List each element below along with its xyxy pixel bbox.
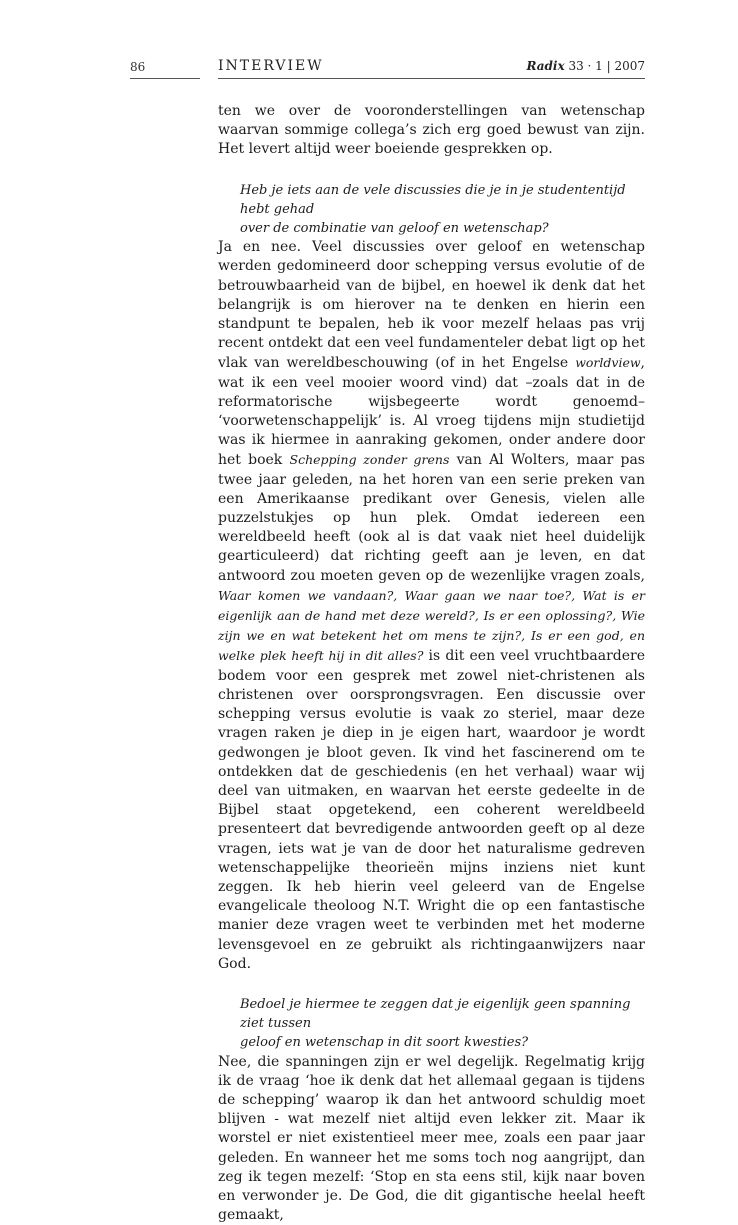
journal-issue: 33 · 1 | 2007 bbox=[568, 59, 645, 73]
question-2-line-1: Bedoel je hiermee te zeggen dat je eigenlijk geen spanning ziet tussen bbox=[240, 996, 631, 1032]
question-1-line-2: over de combinatie van geloof en wetenschap? bbox=[240, 221, 549, 237]
answer-2: Nee, die spanningen zijn er wel degelijk. Regelmatig krijg ik de vraag ‘hoe ik denk dat het allemaal gegaan is tijdens de schepping’ waarop ik dan het antwoord schuldig moet blijven - wat mezelf niet altijd even lekker zit. Maar ik worstel er niet existentieel meer mee, zoals een paar jaar geleden. En wanneer het me soms toch nog aangrijpt, dan zeg ik tegen mezelf: ‘Stop en sta eens stil, kijk naar boven en verwonder je. De God, die dit gigantische heelal heeft gemaakt, bbox=[218, 1053, 645, 1224]
header-rule bbox=[218, 78, 645, 79]
interview-question-2 bbox=[218, 995, 645, 1053]
answer-1 bbox=[218, 238, 645, 974]
answer-1-part-1: Ja en nee. Veel discussies over geloof en wetenschap werden gedomineerd door schepping versus evolutie of de betrouwbaarheid van de bijbel, en hoewel ik denk dat het belangrijk is om hierover na te denken en hierin een standpunt te bepalen, heb ik voor mezelf helaas pas vrij recent ontdekt dat een veel fundamenteler debat ligt op het vlak van wereldbeschouwing (of in het Engelse bbox=[218, 239, 645, 372]
paragraph-intro: ten we over de vooronderstellingen van wetenschap waarvan sommige collega’s zich erg goed bewust van zijn. Het levert altijd weer boeiende gesprekken op. bbox=[218, 103, 645, 158]
journal-name: Radix bbox=[526, 59, 565, 73]
journal-reference bbox=[526, 59, 645, 73]
question-1-line-1: Heb je iets aan de vele discussies die je in je studententijd hebt gehad bbox=[240, 182, 626, 217]
page-number: 86 bbox=[130, 60, 146, 74]
interview-question-1 bbox=[218, 181, 645, 239]
answer-1-italic-questions: Waar komen we vandaan?, Waar gaan we naar toe?, Wat is er eigenlijk aan de hand met deze wereld?, Is er een oplossing?, Wie zijn we en wat betekent het om mens te zijn?, Is er een god, en welke plek heeft hij in dit alles? bbox=[218, 587, 645, 664]
answer-1-italic-worldview: worldview bbox=[575, 355, 641, 371]
answer-1-part-4: is dit een veel vruchtbaardere bodem voor een gesprek met zowel niet-christenen als christenen over oorsprongsvragen. Een discussie over schepping versus evolutie is vaak zo steriel, maar deze vragen raken je diep in je eigen hart, waardoor je wordt gedwongen je bloot geven. Ik vind het fascinerend om te ontdekken dat de geschiedenis (en het verhaal) waar wij deel van uitmaken, en waarvan het eerste gedeelte in de Bijbel staat opgetekend, een coherent wereldbeeld presenteert dat bevredigende antwoorden geeft op al deze vragen, iets wat je van de door het naturalisme gedreven wetenschappelijke theorieën mijns inziens niet kunt zeggen. Ik heb hierin veel geleerd van de Engelse evangelicale theoloog N.T. Wright die op een fantastische manier deze vragen weet te verbinden met het moderne levensgevoel en ze gebruikt als richtingaanwijzers naar God. bbox=[218, 648, 645, 972]
answer-1-italic-book-title: Schepping zonder grens bbox=[289, 452, 450, 468]
answer-1-part-3: van Al Wolters, maar pas twee jaar geleden, na het horen van een serie preken van een Amerikaanse predikant over Genesis, vielen alle puzzelstukjes op hun plek. Omdat iedereen een wereldbeeld heeft (ook al is dat vaak niet heel duidelijk gearticuleerd) dat richting geeft aan je leven, en dat antwoord zou moeten geven op de wezenlijke vragen zoals, bbox=[218, 452, 645, 584]
question-2-line-2: geloof en wetenschap in dit soort kwesties? bbox=[240, 1035, 529, 1051]
header-rule-left bbox=[130, 78, 200, 79]
answer-1-part-2: , wat ik een veel mooier woord vind) dat –zoals dat in de reformatorische wijsbegeerte wordt genoemd– ‘voorwetenschappelijk’ is. Al vroeg tijdens mijn studietijd was ik hiermee in aanraking gekomen, onder andere door het boek bbox=[218, 355, 645, 469]
section-title: INTERVIEW bbox=[218, 58, 324, 74]
article-body bbox=[218, 102, 645, 1225]
